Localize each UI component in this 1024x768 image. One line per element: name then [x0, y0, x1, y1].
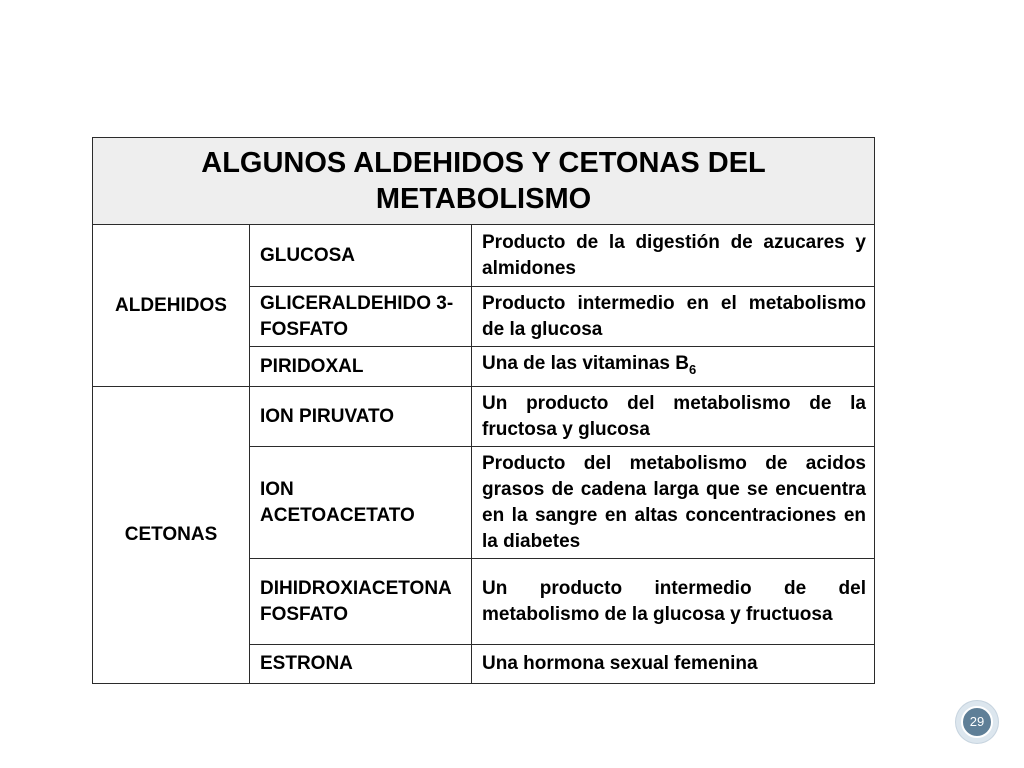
table-title-row — [93, 138, 875, 225]
compound-name: ION ACETOACETATO — [250, 447, 472, 559]
page-number-badge — [956, 701, 998, 743]
page-number: 29 — [961, 706, 993, 738]
metabolism-table-container — [92, 137, 874, 680]
compound-description: Una hormona sexual femenina — [472, 645, 875, 684]
compound-name: DIHIDROXIACETONA FOSFATO — [250, 559, 472, 645]
compound-description: Producto del metabolismo de acidos grasos de cadena larga que se encuentra en la sangre en altas concentraciones en la diabetes — [472, 447, 875, 559]
table-title: ALGUNOS ALDEHIDOS Y CETONAS DEL METABOLISMO — [93, 138, 875, 225]
compound-description: Un producto intermedio de del metabolismo de la glucosa y fructuosa — [472, 559, 875, 645]
compound-description — [472, 347, 875, 387]
compound-name: GLICERALDEHIDO 3-FOSFATO — [250, 287, 472, 347]
compound-description: Producto intermedio en el metabolismo de la glucosa — [472, 287, 875, 347]
group-label-cetonas: CETONAS — [93, 387, 250, 684]
description-text: Una de las vitaminas B — [482, 352, 689, 374]
compound-description: Producto de la digestión de azucares y almidones — [472, 225, 875, 287]
compound-name: ESTRONA — [250, 645, 472, 684]
table-row — [93, 387, 875, 447]
compound-description: Un producto del metabolismo de la fructosa y glucosa — [472, 387, 875, 447]
table-row — [93, 225, 875, 287]
compound-name: ION PIRUVATO — [250, 387, 472, 447]
metabolism-table — [92, 137, 875, 684]
group-label-aldehidos: ALDEHIDOS — [93, 225, 250, 387]
description-subscript: 6 — [688, 361, 697, 377]
compound-name: PIRIDOXAL — [250, 347, 472, 387]
compound-name: GLUCOSA — [250, 225, 472, 287]
